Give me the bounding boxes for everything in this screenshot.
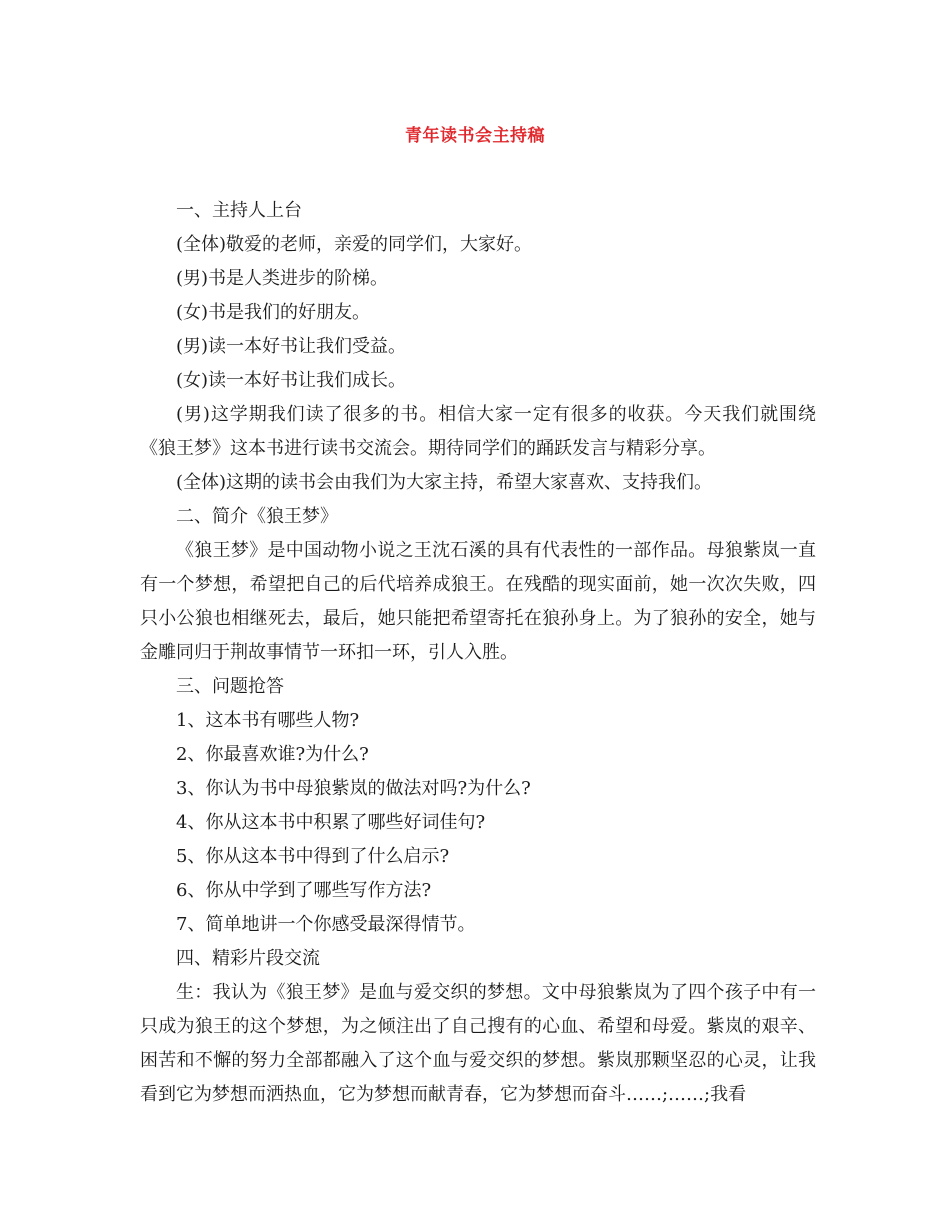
- paragraph-line: (女)书是我们的好朋友。: [176, 302, 371, 323]
- question-item: 6、你从中学到了哪些写作方法?: [176, 880, 432, 901]
- document-body: [140, 194, 816, 1112]
- question-item: 3、你认为书中母狼紫岚的做法对吗?为什么?: [176, 778, 531, 799]
- document-title: 青年读书会主持稿: [405, 126, 545, 146]
- paragraph-line: (男)读一本好书让我们受益。: [176, 336, 407, 357]
- paragraph-line: (女)读一本好书让我们成长。: [176, 370, 407, 391]
- section-heading-excerpt-exchange: 四、精彩片段交流: [176, 948, 320, 969]
- section-heading-introduction: 二、简介《狼王梦》: [176, 506, 338, 527]
- question-item: 7、简单地讲一个你感受最深得情节。: [176, 914, 476, 935]
- question-item: 5、你从这本书中得到了什么启示?: [176, 846, 450, 867]
- paragraph-line: (全体)敬爱的老师，亲爱的同学们，大家好。: [176, 234, 533, 255]
- section-heading-quiz: 三、问题抢答: [176, 676, 284, 697]
- section-heading-host-on-stage: 一、主持人上台: [176, 200, 302, 221]
- question-item: 4、你从这本书中积累了哪些好词佳句?: [176, 812, 486, 833]
- paragraph-line: 《狼王梦》是中国动物小说之王沈石溪的具有代表性的一部作品。母狼紫岚一直有一个梦想，希望把自己的后代培养成狼王。在残酷的现实面前，她一次次失败，四只小公狼也相继死去，最后，她只能把希望寄托在狼孙身上。为了狼孙的安全，她与金雕同归于荆故事情节一环扣一环，引人入胜。: [140, 540, 816, 663]
- paragraph-line: (全体)这期的读书会由我们为大家主持，希望大家喜欢、支持我们。: [176, 472, 713, 493]
- question-item: 1、这本书有哪些人物?: [176, 710, 360, 731]
- question-item: 2、你最喜欢谁?为什么?: [176, 744, 369, 765]
- paragraph-line: (男)这学期我们读了很多的书。相信大家一定有很多的收获。今天我们就围绕《狼王梦》这本书进行读书交流会。期待同学们的踊跃发言与精彩分享。: [140, 404, 816, 459]
- paragraph-line: 生：我认为《狼王梦》是血与爱交织的梦想。文中母狼紫岚为了四个孩子中有一只成为狼王的这个梦想，为之倾注出了自己搜有的心血、希望和母爱。紫岚的艰辛、困苦和不懈的努力全部都融入了这个血与爱交织的梦想。紫岚那颗坚忍的心灵，让我看到它为梦想而洒热血，它为梦想而献青春，它为梦想而奋斗……;……;我看: [140, 982, 816, 1105]
- paragraph-line: (男)书是人类进步的阶梯。: [176, 268, 389, 289]
